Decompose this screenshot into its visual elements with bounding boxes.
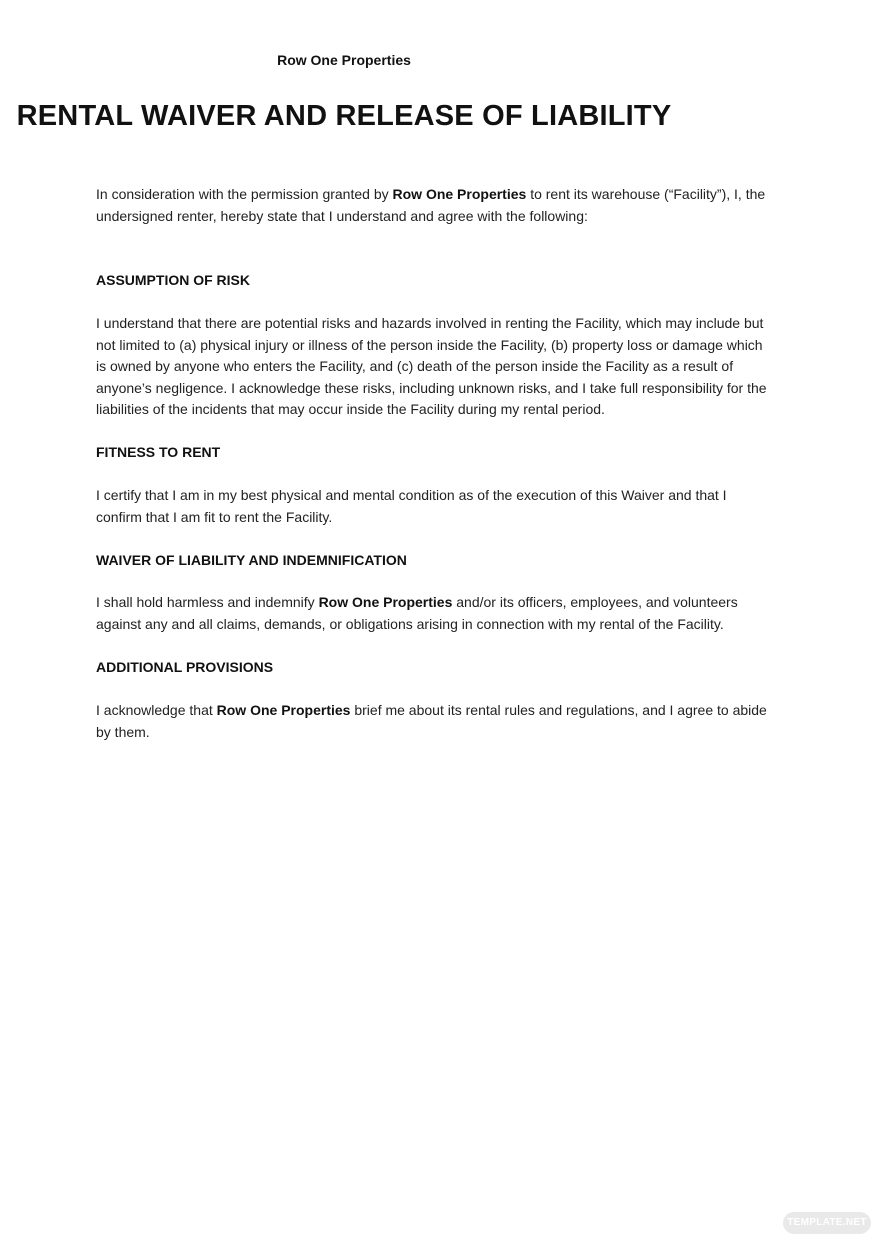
intro-paragraph (96, 184, 776, 227)
section-heading-waiver-of-liability: WAIVER OF LIABILITY AND INDEMNIFICATION (96, 552, 407, 568)
template-net-watermark: TEMPLATE.NET (783, 1212, 871, 1234)
section-heading-additional-provisions: ADDITIONAL PROVISIONS (96, 659, 274, 675)
company-name-header: Row One Properties (277, 52, 411, 68)
waiver-text-start: I shall hold harmless and indemnify (96, 594, 319, 610)
provisions-text-end: brief me about its rental rules and regulations, and I agree to abide by them. (96, 702, 767, 740)
document-title: RENTAL WAIVER AND RELEASE OF LIABILITY (16, 100, 672, 132)
section-text-fitness-to-rent: I certify that I am in my best physical and mental condition as of the execution of this Waiver and that I confirm that I am fit to rent the Facility. (96, 487, 727, 525)
intro-text-start: In consideration with the permission granted by (96, 186, 393, 202)
provisions-company-name: Row One Properties (216, 702, 351, 718)
intro-text-end: to rent its warehouse (“Facility”), I, the undersigned renter, hereby state that I understand and agree with the following: (96, 186, 766, 224)
section-heading-fitness-to-rent: FITNESS TO RENT (96, 444, 221, 460)
waiver-text-end: and/or its officers, employees, and volunteers against any and all claims, demands, or obligations arising in connection with my rental of the Facility. (96, 594, 738, 632)
provisions-text-start: I acknowledge that (96, 702, 217, 718)
intro-company-name: Row One Properties (392, 186, 527, 202)
section-text-additional-provisions (96, 700, 776, 743)
section-text-waiver-of-liability (96, 592, 776, 635)
section-heading-assumption-of-risk: ASSUMPTION OF RISK (96, 272, 251, 288)
waiver-company-name: Row One Properties (318, 594, 453, 610)
section-text-assumption-of-risk: I understand that there are potential risks and hazards involved in renting the Facility, which may include but not limited to (a) physical injury or illness of the person inside the Facility, (b) property loss or damage which is owned by anyone who enters the Facility, and (c) death of the person inside the Facility as a result of anyone’s negligence. I acknowledge these risks, including unknown risks, and I take full responsibility for the liabilities of the incidents that may occur inside the Facility during my rental period. (96, 315, 767, 417)
